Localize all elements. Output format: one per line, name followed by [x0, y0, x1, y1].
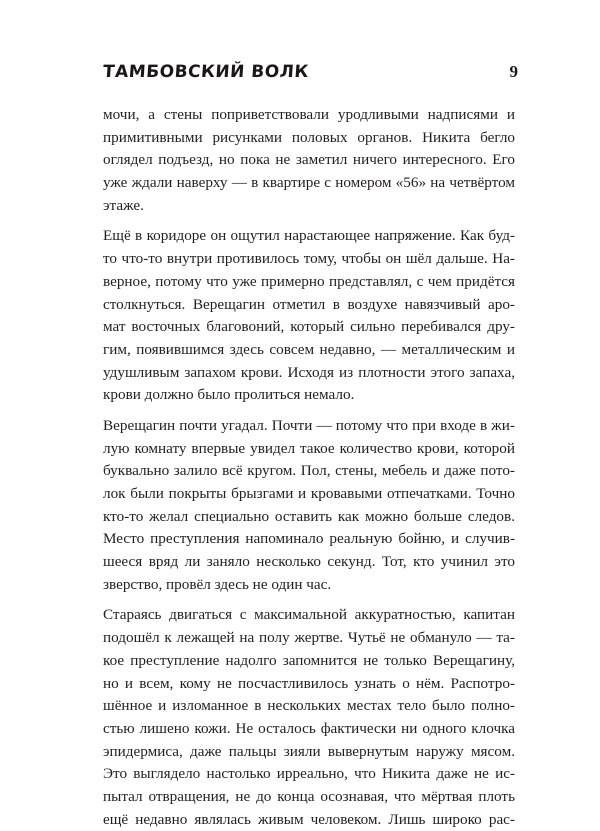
text-line: шённое и изломанное в нескольких местах тело было полно- — [103, 697, 515, 715]
text-line: пытал отвращения, не до конца осознавая, что мёртвая плоть — [103, 787, 515, 805]
text-line: шееся вряд ли заняло несколько секунд. Тот, кто учинил это — [103, 553, 515, 571]
text-line: Верещагин почти угадал. Почти — потому что при входе в жи- — [103, 416, 515, 434]
text-line: эпидермиса, даже пальцы зияли вывернутым наружу мясом. — [103, 742, 515, 760]
page-header — [103, 62, 518, 90]
paragraph-2 — [103, 225, 515, 407]
text-line: примитивными рисунками половых органов. Никита бегло — [103, 128, 515, 146]
text-line: столкнуться. Верещагин отметил в воздухе навязчивый аро- — [103, 295, 515, 313]
text-line: оглядел подъезд, но пока не заметил ничего интересного. Его — [103, 151, 515, 169]
text-line: этаже. — [103, 196, 144, 214]
text-line: кто-то желал специально оставить как можно больше следов. — [103, 507, 515, 525]
running-title: ТАМБОВСКИЙ ВОЛК — [102, 62, 310, 82]
paragraph-gap — [103, 407, 515, 415]
text-line: удушливым запахом крови. Исходя из плотности этого запаха, — [103, 363, 515, 381]
text-line: кое преступление надолго запомнится не только Верещагину, — [103, 651, 515, 669]
text-line: буквально залило всё кругом. Пол, стены, мебель и даже пото- — [103, 462, 515, 480]
paragraph-4 — [103, 604, 515, 831]
body-text — [103, 104, 515, 831]
text-line: Стараясь двигаться с максимальной аккуратностью, капитан — [103, 606, 515, 624]
text-line: зверство, провёл здесь не один час. — [103, 575, 332, 593]
paragraph-3 — [103, 415, 515, 597]
text-line: Это выглядело настолько ирреально, что Никита даже не ис- — [103, 765, 515, 783]
text-line: мат восточных благовоний, который сильно перебивался дру- — [103, 318, 515, 336]
paragraph-1 — [103, 104, 515, 217]
text-line: то что-то внутри противилось тому, чтобы он шёл дальше. На- — [103, 250, 515, 268]
page-number: 9 — [509, 62, 518, 81]
text-line: гим, появившимся здесь совсем недавно, — металлическим и — [103, 340, 515, 358]
text-line: стью лишено кожи. Не осталось фактически ни одного клочка — [103, 719, 515, 737]
paragraph-gap — [103, 217, 515, 225]
text-line: ещё недавно являлась живым человеком. Лишь широко рас- — [103, 810, 515, 828]
text-line: лую комнату впервые увидел такое количество крови, которой — [103, 439, 515, 457]
text-line: уже ждали наверху — в квартире с номером «56» на четвёртом — [103, 174, 515, 192]
text-line: Ещё в коридоре он ощутил нарастающее напряжение. Как буд- — [103, 227, 515, 245]
text-line: мочи, а стены поприветствовали уродливыми надписями и — [103, 106, 515, 123]
text-line: лок были покрыты брызгами и кровавыми отпечатками. Точно — [103, 485, 515, 502]
paragraph-gap — [103, 596, 515, 604]
text-line: но и всем, кому не посчастливилось узнать о нём. Распотро- — [103, 674, 515, 692]
text-line: подошёл к лежащей на полу жертве. Чутьё не обмануло — та- — [103, 629, 515, 647]
text-line: Место преступления напоминало реальную бойню, и случив- — [103, 530, 515, 548]
text-line: верное, потому что уже примерно представлял, с чем придётся — [103, 272, 515, 290]
text-line: крови должно было пролиться немало. — [103, 386, 355, 404]
